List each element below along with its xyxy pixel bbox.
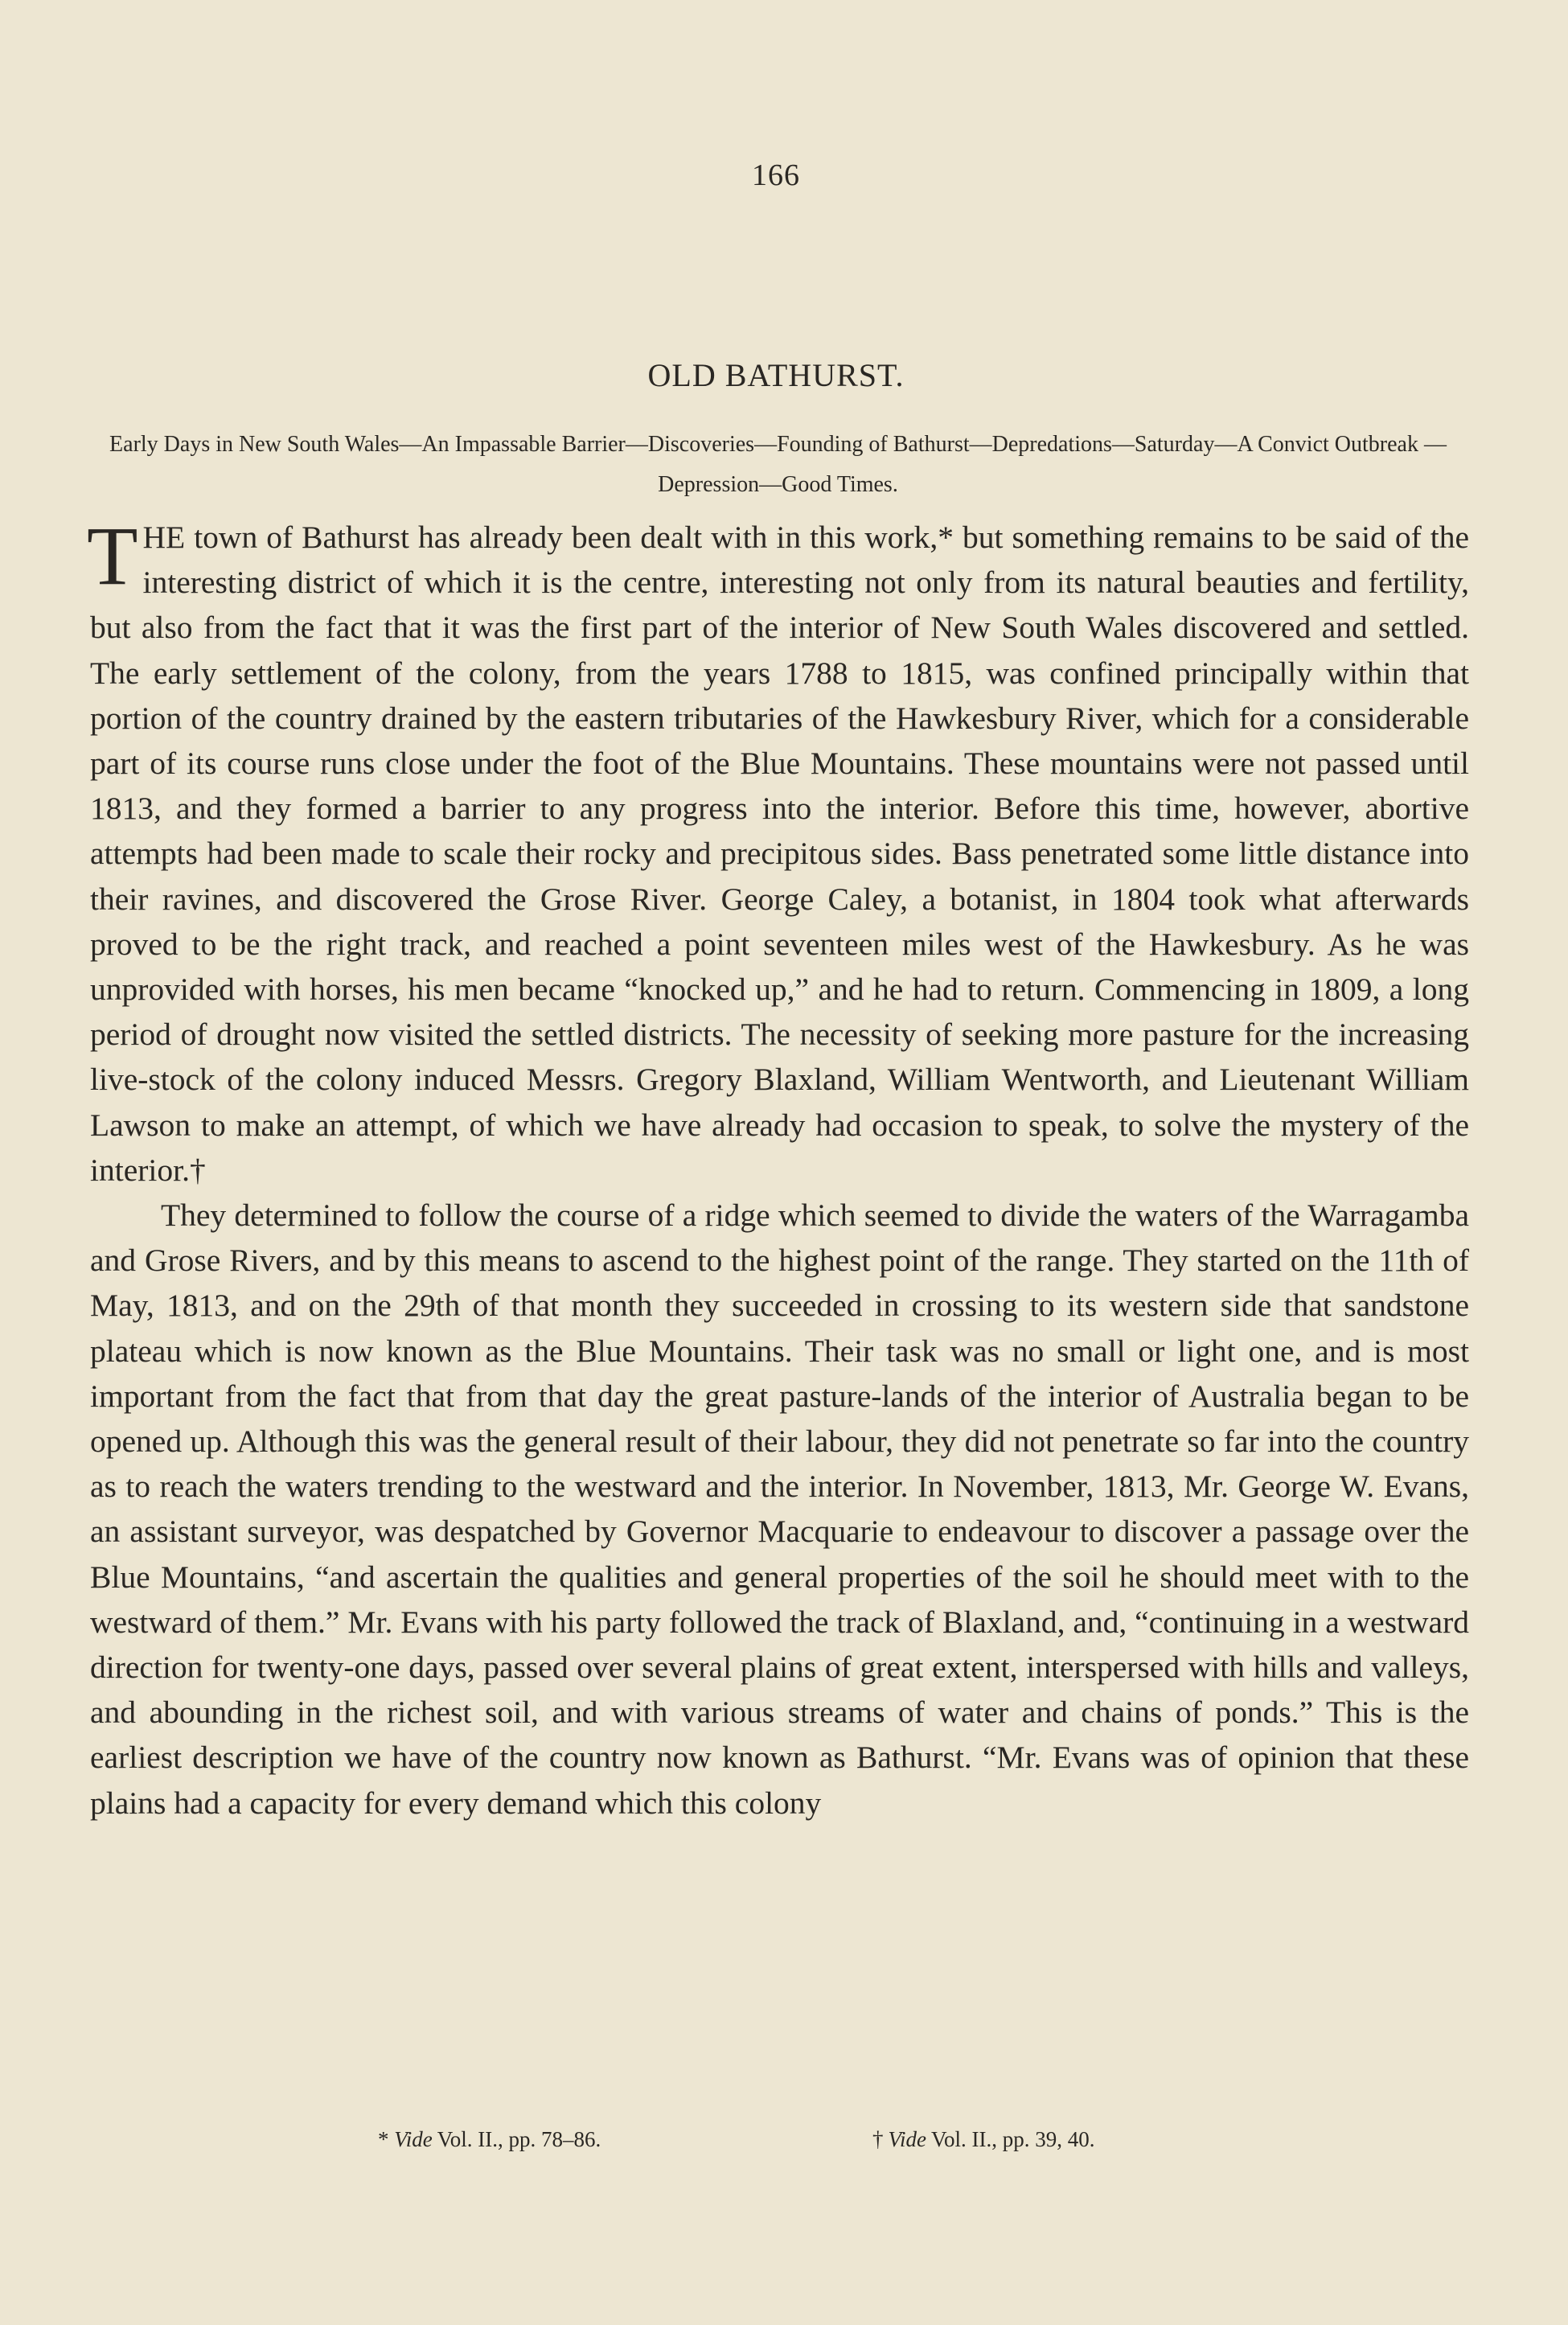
footnote-2 [872, 2127, 1095, 2152]
paragraph-2: They determined to follow the course of a ridge which seemed to divide the waters of the Warragamba and Grose Rivers, and by this means to ascend to the highest point of the range. They started on the 11th of May, 1813, and on the 29th of that month they succeeded in crossing to its western side that sandstone plateau which is now known as the Blue Mountains. Their task was no small or light one, and is most important from the fact that from that day the great pasture-lands of the interior of Australia began to be opened up. Although this was the general result of their labour, they did not penetrate so far into the country as to reach the waters trending to the westward and the interior. In November, 1813, Mr. George W. Evans, an assistant surveyor, was despatched by Governor Macquarie to endeavour to discover a passage over the Blue Mountains, “and ascertain the qualities and general properties of the soil he should meet with to the westward of them.” Mr. Evans with his party followed the track of Blaxland, and, “continuing in a westward direction for twenty-one days, passed over several plains of great extent, interspersed with hills and valleys, and abounding in the richest soil, and with various streams of water and chains of ponds.” This is the earliest description we have of the country now known as Bathurst. “Mr. Evans was of opinion that these plains had a capacity for every demand which this colony [90, 1197, 1469, 1821]
paragraph-1-text: HE town of Bathurst has already been dealt with in this work,* but something remains to be said of the interesting district of which it is the centre, interesting not only from its natural beauties and fertility, but also from the fact that it was the first part of the interior of New South Wales discovered and settled. The early settlement of the colony, from the years 1788 to 1815, was confined principally within that portion of the country drained by the eastern tributaries of the Hawkesbury River, which for a considerable part of its course runs close under the foot of the Blue Mountains. These mountains were not passed until 1813, and they formed a barrier to any progress into the interior. Before this time, however, abortive attempts had been made to scale their rocky and precipitous sides. Bass penetrated some little distance into their ravines, and discovered the Grose River. George Caley, a botanist, in 1804 took what afterwards proved to be the right track, and reached a point seventeen miles west of the Hawkesbury. As he was unprovided with horses, his men became “knocked up,” and he had to return. Commencing in 1809, a long period of drought now visited the settled districts. The necessity of seeking more pasture for the increasing live-stock of the colony induced Messrs. Gregory Blaxland, William Wentworth, and Lieutenant William Lawson to make an attempt, of which we have already had occasion to speak, to solve the mystery of the interior.† [90, 520, 1469, 1188]
chapter-title: OLD BATHURST. [647, 357, 905, 393]
body-text [87, 510, 1469, 1826]
footnote-1-mark: * [378, 2127, 389, 2151]
footnote-1-text: Vol. II., pp. 78–86. [437, 2127, 601, 2151]
footnote-1 [378, 2127, 601, 2152]
footnote-1-vide: Vide [394, 2127, 433, 2151]
footnote-2-vide: Vide [888, 2127, 926, 2151]
footnote-2-mark: † [872, 2127, 884, 2151]
chapter-summary: Early Days in New South Wales—An Impassable Barrier—Discoveries—Founding of Bathurst—Depredations—Saturday—A Convict Outbreak —Depression—Good Times. [109, 432, 1447, 497]
drop-cap: T [87, 510, 138, 602]
paragraph-1 [87, 510, 1469, 1193]
page-number: 166 [752, 158, 800, 192]
footnote-2-text: Vol. II., pp. 39, 40. [930, 2127, 1095, 2151]
